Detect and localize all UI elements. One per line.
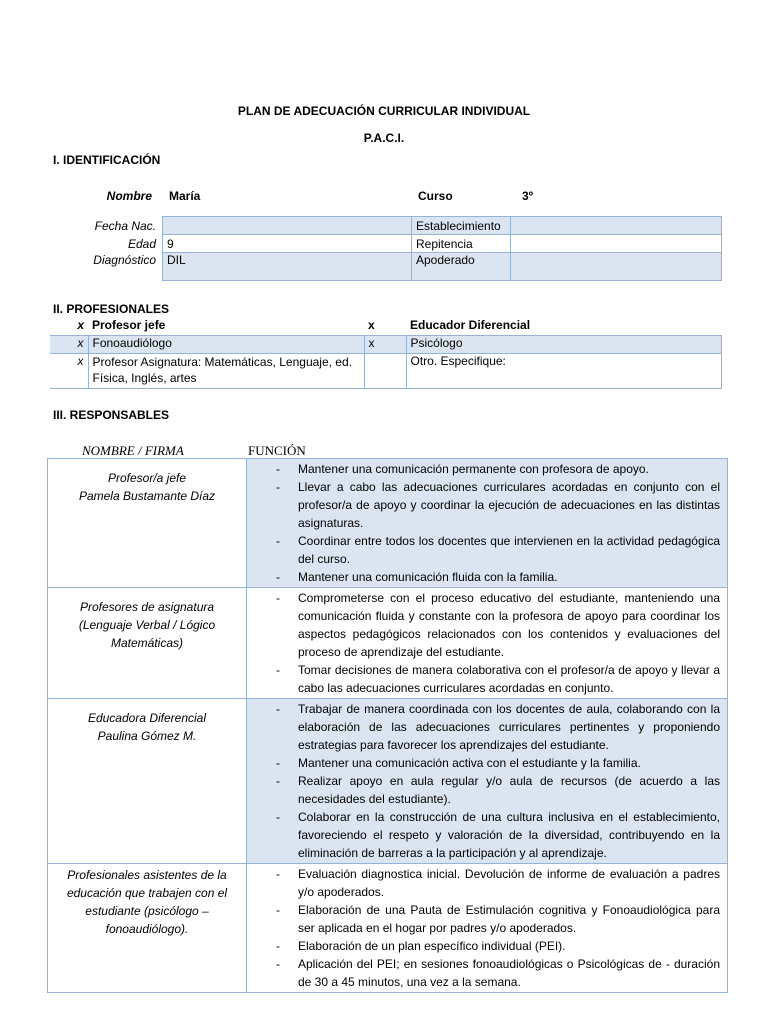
psicologo: Psicólogo: [406, 336, 722, 354]
responsable-name: Profesores de asignatura (Lenguaje Verbal / Lógico Matemáticas): [48, 588, 247, 699]
establecimiento-label: Establecimiento: [412, 217, 511, 235]
document-title: PLAN DE ADECUACIÓN CURRICULAR INDIVIDUAL: [237, 104, 531, 118]
fonoaudiologo: Fonoaudiólogo: [88, 336, 364, 354]
list-item: - Realizar apoyo en aula regular y/o aula de recursos (de acuerdo a las necesidades del estudiante).: [248, 772, 720, 808]
apoderado-value: [511, 253, 722, 281]
mark-educador-diferencial: x: [368, 318, 375, 332]
responsable-funciones: [247, 699, 728, 864]
mark-fonoaudiologo: x: [50, 336, 88, 354]
curso-label: Curso: [418, 189, 453, 203]
table-row: [48, 699, 728, 864]
fecha-value: [163, 217, 412, 235]
list-item: - Mantener una comunicación activa con el estudiante y la familia.: [248, 754, 720, 772]
identification-table: [50, 216, 722, 281]
mark-psicologo: x: [364, 336, 406, 354]
list-item: - Coordinar entre todos los docentes que intervienen en la actividad pedagógica del curso.: [248, 532, 720, 568]
list-item: - Evaluación diagnostica inicial. Devolución de informe de evaluación a padres y/o apoderados.: [248, 865, 720, 901]
table-row: [48, 459, 728, 588]
list-item: - Mantener una comunicación fluida con la familia.: [248, 568, 720, 586]
nombre-label: Nombre: [106, 189, 152, 203]
fecha-label: Fecha Nac.: [94, 218, 156, 233]
document-subtitle: P.A.C.I.: [363, 131, 405, 145]
responsable-name: Educadora Diferencial Paulina Gómez M.: [48, 699, 247, 864]
curso-value: 3º: [522, 189, 534, 203]
responsable-name: Profesionales asistentes de la educación que trabajen con el estudiante (psicólogo – fonoaudiólogo).: [48, 864, 247, 993]
diagnostico-value: DIL: [163, 253, 412, 281]
section-responsables: III. RESPONSABLES: [53, 408, 170, 422]
repitencia-label: Repitencia: [412, 235, 511, 253]
educador-diferencial: Educador Diferencial: [410, 318, 531, 332]
profesor-jefe: Profesor jefe: [92, 318, 166, 332]
repitencia-value: [511, 235, 722, 253]
list-item: - Llevar a cabo las adecuaciones curriculares acordadas en conjunto con el profesor/a de apoyo y coordinar la ejecución de adecuaciones en las distintas asignaturas.: [248, 478, 720, 532]
funcion-header: FUNCIÓN: [248, 443, 306, 458]
nombre-value: María: [169, 189, 201, 203]
section-profesionales: II. PROFESIONALES: [53, 302, 170, 316]
list-item: - Mantener una comunicación permanente con profesora de apoyo.: [248, 460, 720, 478]
list-item: - Colaborar en la construcción de una cultura inclusiva en el establecimiento, favoreciendo el respeto y valoración de la diversidad, contribuyendo en la eliminación de barreras a la participación y al aprendizaje.: [248, 808, 720, 862]
list-item: - Elaboración de una Pauta de Estimulación cognitiva y Fonoaudiológica para ser aplicada en el hogar por padres y/o apoderados.: [248, 901, 720, 937]
diagnostico-label: Diagnóstico: [93, 252, 156, 267]
responsable-funciones: [247, 864, 728, 993]
apoderado-label: Apoderado: [412, 253, 511, 281]
responsables-table: [47, 458, 728, 993]
mark-profesor-jefe: x: [77, 318, 84, 332]
otro-especifique: Otro. Especifique:: [406, 354, 722, 389]
list-item: - Comprometerse con el proceso educativo del estudiante, manteniendo una comunicación fluida y constante con la profesora de apoyo para coordinar los aspectos pedagógicos relacionados con los contenidos y evaluaciones del proceso de aprendizaje del estudiante.: [248, 589, 720, 661]
table-row: [48, 588, 728, 699]
responsable-funciones: [247, 459, 728, 588]
profesionales-table: [50, 318, 722, 389]
list-item: - Elaboración de un plan específico individual (PEI).: [248, 937, 720, 955]
responsable-name: Profesor/a jefe Pamela Bustamante Díaz: [48, 459, 247, 588]
table-row: [48, 864, 728, 993]
mark-otro: [364, 354, 406, 389]
edad-value: 9: [163, 235, 412, 253]
responsable-funciones: [247, 588, 728, 699]
profesor-asignatura: Profesor Asignatura: Matemáticas, Lenguaje, ed. Física, Inglés, artes: [88, 354, 364, 389]
list-item: - Trabajar de manera coordinada con los docentes de aula, colaborando con la elaboración de las adecuaciones curriculares pertinentes y proponiendo estrategias para favorecer los aprendizajes del estudiante.: [248, 700, 720, 754]
nombre-firma-header: NOMBRE / FIRMA: [82, 443, 184, 458]
list-item: - Aplicación del PEI; en sesiones fonoaudiológicas o Psicológicas de - duración de 30 a 45 minutos, una vez a la semana.: [248, 955, 720, 991]
list-item: - Tomar decisiones de manera colaborativa con el profesor/a de apoyo y llevar a cabo las adecuaciones curriculares acordadas en conjunto.: [248, 661, 720, 697]
establecimiento-value: [511, 217, 722, 235]
section-identificacion: I. IDENTIFICACIÓN: [53, 153, 161, 167]
edad-label: Edad: [127, 236, 156, 251]
mark-profesor-asignatura: x: [50, 354, 88, 389]
